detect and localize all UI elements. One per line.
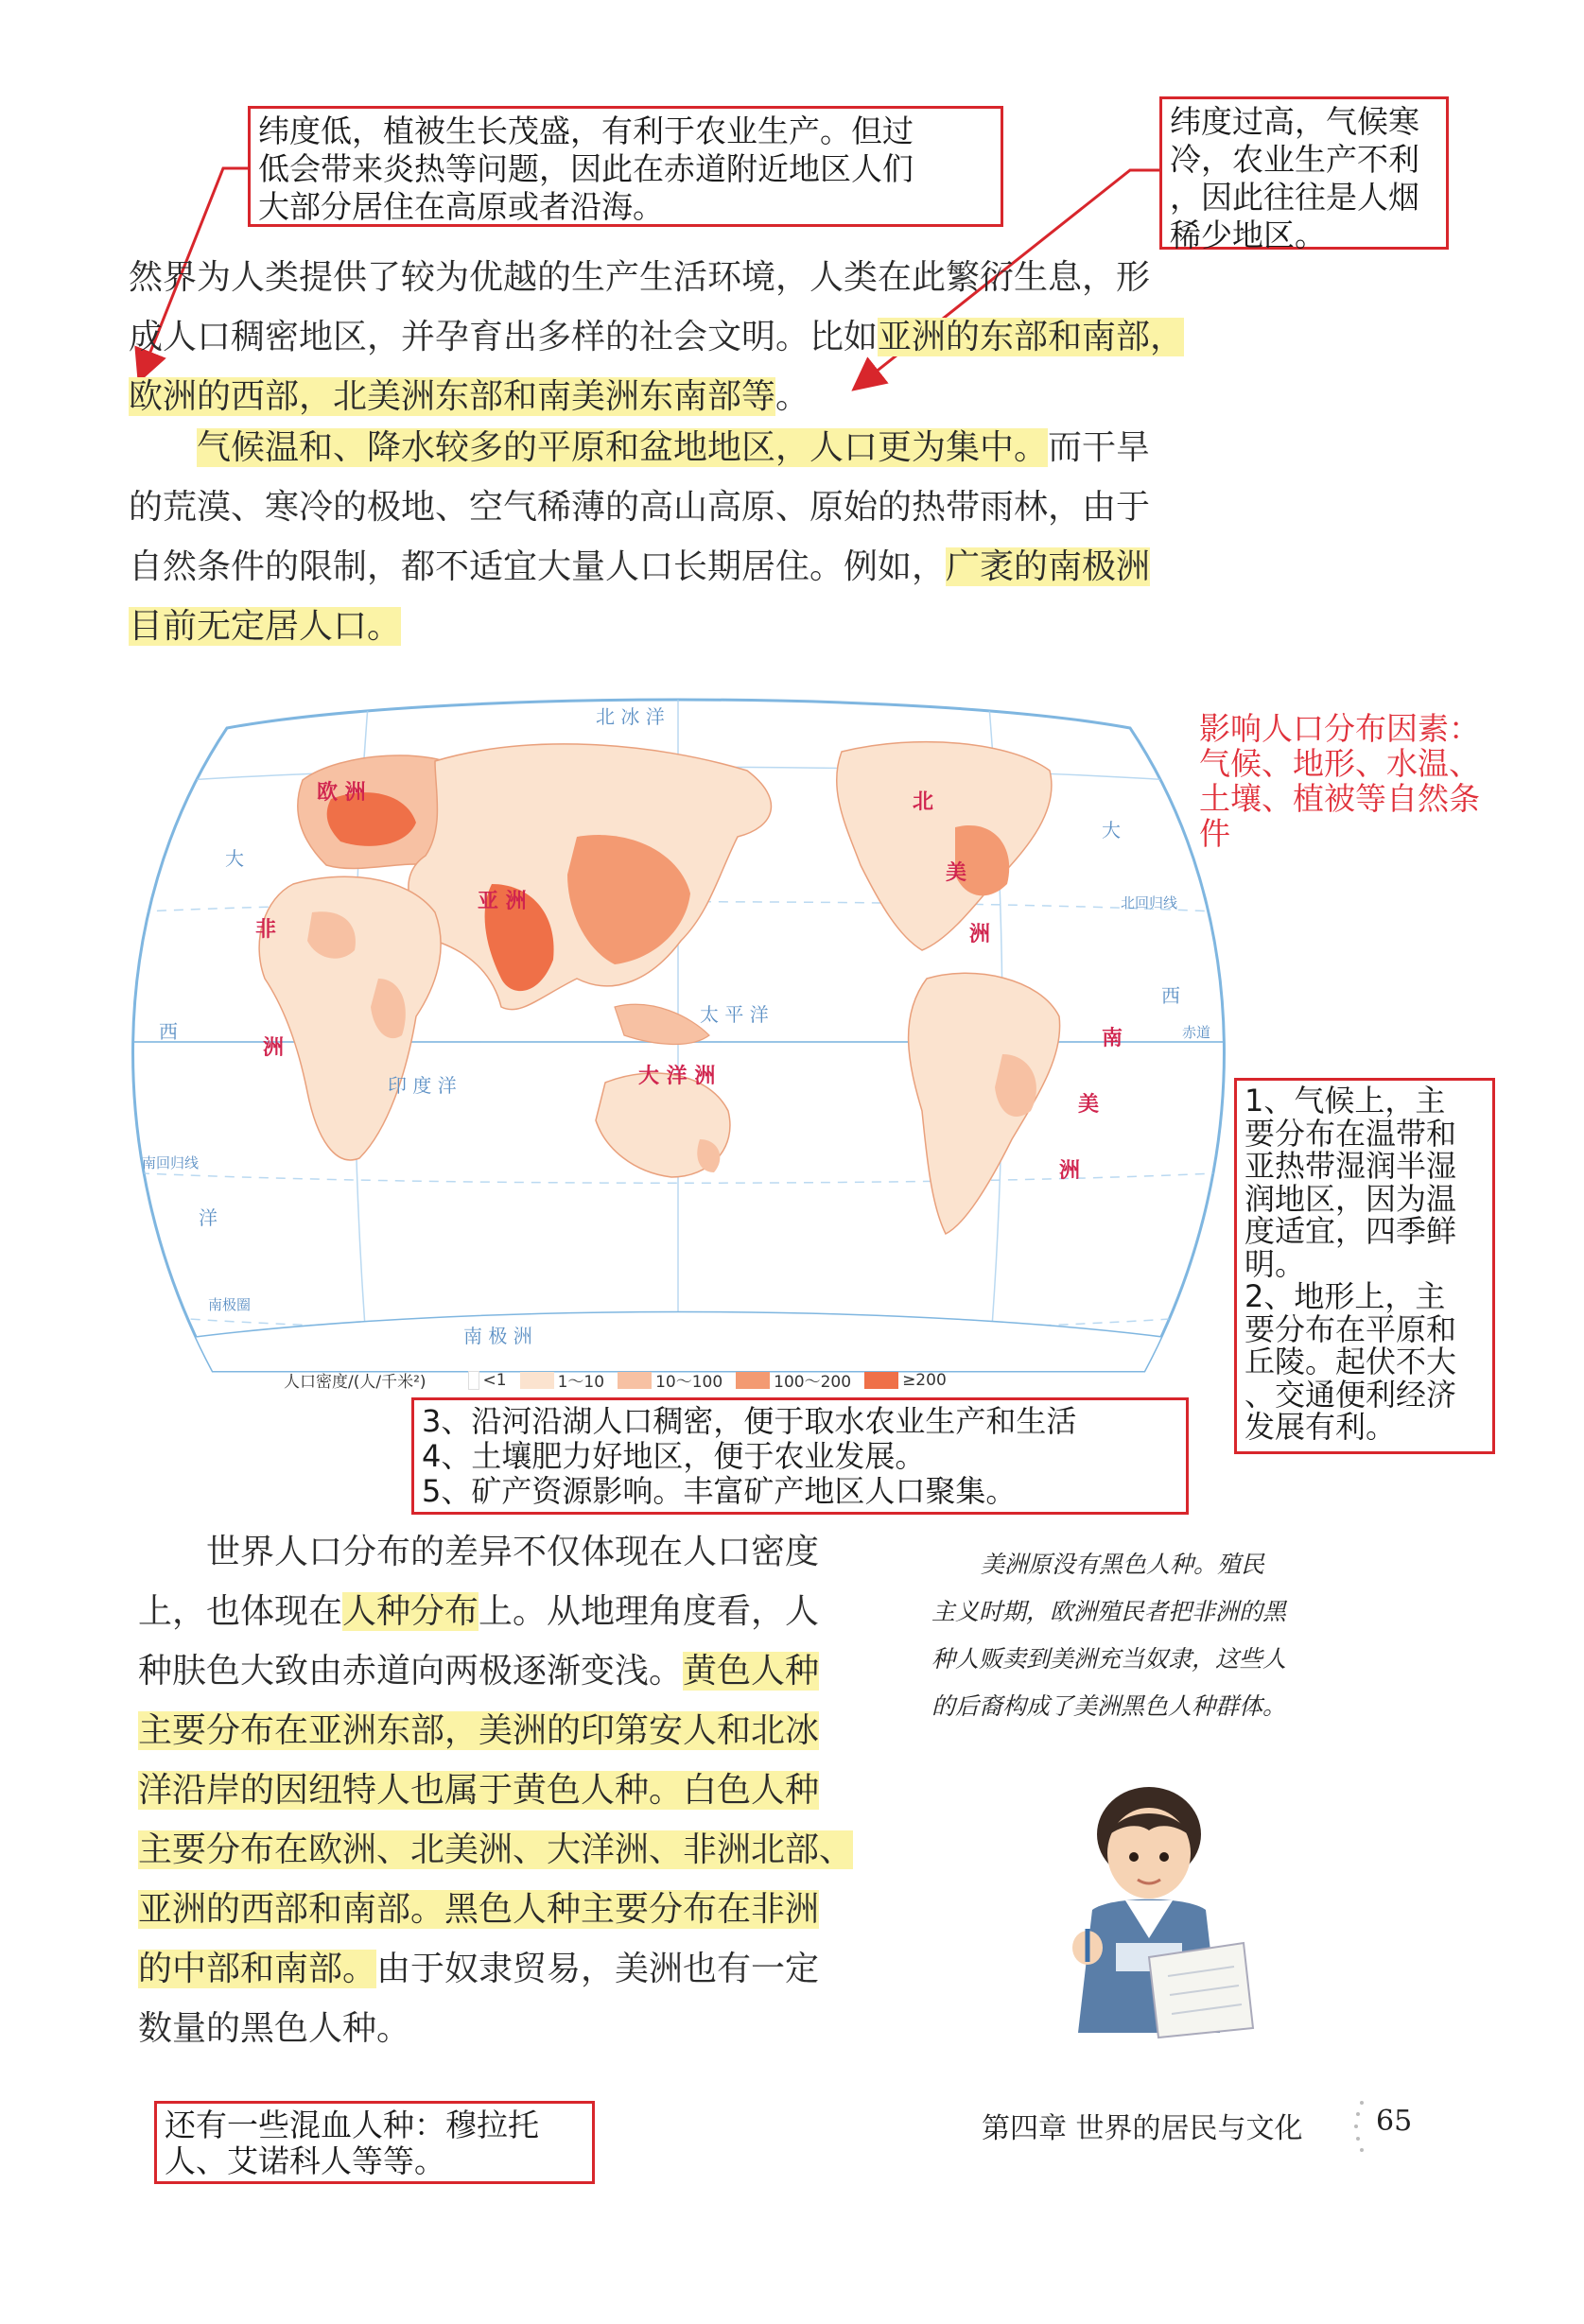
note-line: 影响人口分布因素：	[1199, 710, 1480, 747]
para1-line2	[129, 307, 1263, 367]
para3-line2	[138, 1582, 876, 1641]
label-atlantic-west-3: 洋	[199, 1206, 218, 1229]
legend-title: 人口密度/(人/千米²)	[284, 1373, 426, 1392]
label-indian-ocean: 印 度 洋	[388, 1074, 457, 1097]
para2-line3	[129, 537, 1263, 597]
world-population-map	[123, 695, 1234, 1376]
highlight-black-race: 黑色人种主要分布在非洲	[444, 1890, 820, 1929]
text-run: 种肤色大致由赤道向两极逐渐变浅。	[138, 1652, 684, 1691]
note-line: 还有一些混血人种：穆拉托	[165, 2107, 539, 2143]
note-line: 5、矿产资源影响。丰富矿产地区人口聚集。	[422, 1473, 1017, 1509]
note-line: 度适宜，四季鲜	[1245, 1213, 1457, 1249]
para2-line2: 的荒漠、寒冷的极地、空气稀薄的高山高原、原始的热带雨林，由于	[129, 488, 1151, 527]
highlight-east-south-asia: 亚洲的东部和南部，	[878, 318, 1185, 356]
para3-line1: 世界人口分布的差异不仅体现在人口密度	[206, 1533, 820, 1571]
highlight-plains: 气候温和、降水较多的平原和盆地地区，人口更为集中。	[197, 428, 1049, 467]
para2-line4	[129, 597, 1263, 656]
note-line: 纬度低，植被生长茂盛，有利于农业生产。但过	[258, 113, 914, 149]
map-legend	[284, 1368, 947, 1392]
para3-line4	[138, 1701, 876, 1760]
text-run: 成人口稠密地区，并孕育出多样的社会文明。比如	[129, 318, 879, 356]
label-atlantic-east-2: 西	[1161, 984, 1180, 1007]
legend-label-5: ≥200	[902, 1370, 947, 1390]
para3-line9: 数量的黑色人种。	[138, 2009, 411, 2048]
text-run: 。	[775, 377, 810, 416]
legend-label-1: <1	[482, 1370, 507, 1390]
note-rivers-soil-minerals	[411, 1397, 1189, 1515]
legend-swatch-1	[468, 1371, 479, 1390]
legend-swatch-2	[520, 1372, 554, 1389]
note-line: 亚热带湿润半湿	[1245, 1148, 1457, 1184]
note-line: 丘陵。起伏不大	[1245, 1344, 1457, 1379]
paragraph-2	[129, 418, 1263, 656]
note-line: 、交通便利经济	[1245, 1376, 1457, 1413]
note-line: 件	[1199, 815, 1230, 852]
label-asia: 亚 洲	[478, 890, 527, 913]
label-atlantic-west-1: 大	[225, 847, 244, 870]
footer-dots	[1352, 2093, 1371, 2159]
label-south-america-1: 南	[1102, 1027, 1123, 1050]
highlight-white-race-detail: 主要分布在欧洲、北美洲、大洋洲、非洲北部、	[138, 1830, 854, 1869]
highlight-white-race: 白色人种	[683, 1771, 820, 1810]
para3-line7	[138, 1880, 876, 1939]
para1-line1: 然界为人类提供了较为优越的生产生活环境，人类在此繁衍生息，形	[129, 258, 1151, 297]
label-antarctica: 南 极 洲	[463, 1325, 532, 1347]
label-equator: 赤道	[1182, 1024, 1211, 1041]
note-line: 要分布在平原和	[1245, 1310, 1457, 1347]
student-illustration	[1045, 1778, 1262, 2061]
note-line: 冷，农业生产不利	[1170, 141, 1419, 178]
label-atlantic-west-2: 西	[159, 1020, 178, 1043]
label-arctic-ocean: 北 冰 洋	[596, 705, 665, 728]
text-run: 上，也体现在	[138, 1592, 343, 1631]
label-africa-2: 洲	[263, 1036, 285, 1060]
para3-line6	[138, 1820, 876, 1880]
legend-swatch-5	[864, 1372, 898, 1389]
label-atlantic-east-1: 大	[1102, 819, 1121, 841]
label-africa-1: 非	[255, 918, 277, 942]
note-mixed-race	[154, 2101, 595, 2184]
note-line: 3、沿河沿湖人口稠密，便于取水农业生产和生活	[422, 1403, 1077, 1439]
note-line: 2、地形上，主	[1245, 1278, 1446, 1314]
legend-label-4: 100～200	[774, 1373, 852, 1392]
label-europe: 欧 洲	[317, 781, 366, 805]
note-line: 人、艾诺科人等等。	[165, 2142, 445, 2179]
para3-line8	[138, 1939, 876, 1999]
note-line: 发展有利。	[1245, 1409, 1397, 1445]
caption-line: 种人贩卖到美洲充当奴隶，这些人	[931, 1645, 1287, 1673]
label-south-america-3: 洲	[1059, 1159, 1081, 1183]
caption-line: 的后裔构成了美洲黑色人种群体。	[931, 1692, 1287, 1720]
highlight-no-residents: 目前无定居人口。	[129, 607, 402, 646]
para2-line1	[129, 418, 1263, 477]
highlight-west-south-asia: 亚洲的西部和南部。	[138, 1890, 445, 1929]
influence-factors-note	[1199, 711, 1530, 851]
label-north-america-1: 北	[913, 790, 934, 814]
note-line: ，因此往往是人烟	[1170, 179, 1419, 216]
note-line: 土壤、植被等自然条	[1199, 780, 1480, 817]
text-run: 由于奴隶贸易，美洲也有一定	[376, 1950, 820, 1988]
label-north-america-3: 洲	[969, 923, 991, 946]
text-run: 自然条件的限制，都不适宜大量人口长期居住。例如，	[129, 547, 947, 586]
note-line: 大部分居住在高原或者沿海。	[258, 188, 664, 225]
highlight-inuit: 洋沿岸的因纽特人也属于黄色人种。	[138, 1771, 684, 1810]
note-line: 稀少地区。	[1170, 217, 1326, 253]
note-line: 纬度过高，气候寒	[1170, 103, 1419, 140]
paragraph-3	[138, 1522, 876, 2058]
label-oceania: 大 洋 洲	[638, 1065, 716, 1088]
paragraph-1	[129, 248, 1263, 426]
label-tropic-cancer: 北回归线	[1121, 894, 1178, 911]
text-run: 上。从地理角度看，人	[479, 1592, 820, 1631]
note-line: 明。	[1245, 1245, 1306, 1282]
highlight-central-south: 的中部和南部。	[138, 1950, 377, 1988]
caption-line: 美洲原没有黑色人种。殖民	[981, 1551, 1265, 1578]
highlight-europe-americas: 欧洲的西部，北美洲东部和南美洲东南部等	[129, 377, 776, 416]
note-line: 1、气候上，主	[1245, 1083, 1446, 1119]
note-line: 要分布在温带和	[1245, 1115, 1457, 1152]
legend-label-3: 10～100	[655, 1373, 723, 1392]
chapter-title: 第四章 世界的居民与文化	[982, 2112, 1303, 2145]
note-line: 4、土壤肥力好地区，便于农业发展。	[422, 1438, 926, 1474]
page-number: 65	[1376, 2105, 1413, 2138]
label-antarctic-circle: 南极圈	[208, 1296, 252, 1313]
note-line: 润地区，因为温	[1245, 1180, 1457, 1217]
note-line: 低会带来炎热等问题，因此在赤道附近地区人们	[258, 150, 914, 187]
highlight-antarctica: 广袤的南极洲	[946, 547, 1151, 586]
label-pacific-ocean: 太 平 洋	[700, 1003, 769, 1026]
highlight-race-distribution: 人种分布	[342, 1592, 479, 1631]
para3-line3	[138, 1641, 876, 1701]
highlight-yellow-race-detail: 主要分布在亚洲东部，美洲的印第安人和北冰	[138, 1711, 820, 1750]
note-line: 气候、地形、水温、	[1199, 745, 1480, 782]
legend-swatch-3	[618, 1372, 652, 1389]
legend-label-2: 1～10	[557, 1373, 605, 1392]
caption-line: 主义时期，欧洲殖民者把非洲的黑	[931, 1598, 1287, 1625]
label-north-america-2: 美	[946, 861, 967, 885]
chapter-footer	[982, 2105, 1303, 2146]
note-climate-terrain	[1234, 1078, 1495, 1454]
text-run: 而干旱	[1048, 428, 1151, 467]
legend-swatch-4	[736, 1372, 770, 1389]
highlight-yellow-race: 黄色人种	[683, 1652, 820, 1691]
label-tropic-capricorn: 南回归线	[142, 1154, 200, 1171]
para3-line5	[138, 1760, 876, 1820]
side-caption	[931, 1541, 1329, 1730]
label-south-america-2: 美	[1078, 1093, 1100, 1117]
